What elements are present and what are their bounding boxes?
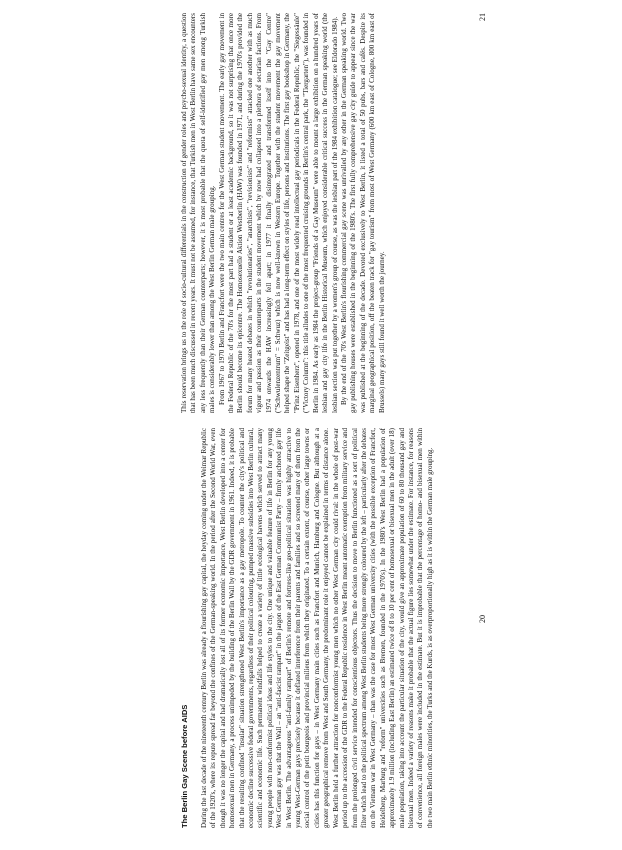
page-number: 20 [478, 615, 487, 623]
paragraph: By the end of the 70's West Berlin's flourishing commercial gay scene was unrivalled by any other in the German speaking world. Two gay publishing houses were established in the beginning of the 1980's. The first fully comprehensive gay city guide to appear since the war was published at the beginning of the decade. Devoted exclusively to West Berlin, it listed a total of 50 pubs, bars and cafés. Despite its marginal geographical position, off the beaten track for "gay tourism" from most of West Germany (600 km east of Cologne, 800 km east of Brussels) many gays still found it well worth the journey. [339, 13, 386, 413]
chapter-title: The Berlin Gay Scene before AIDS [180, 704, 189, 828]
page-20-text [200, 428, 435, 828]
paragraph: From 1967 to 1970 Berlin and Francfort were the two main centres for the West German student movement. The early gay movement in the Federal Republic of the 70's for the most part had a student or at least academic background, so it was not surprising that once more Berlin should become its epicentre. The Homosexuelle Aktion Westberlin (HAW) was founded in 1971, and during the 1970's provided the forum for many heated debates in which "revolutionaries", "anarchists", "revisionists" and "reformists" attacked one another with as much vigour and passion as their counterparts in the student movement which by now had collapsed into a plethora of sectarian factions. From 1974 onwards the HAW increasingly fell apart; in 1977 it finally disintegrated and transformed itself into the "Gay Centre" ("Schwulenzentrum" = Schwuz) which is now well-known in Western Europe. Together with the student movement the gay movement helped shape the "Zeitgeist" and has had a long-term effect on styles of life, persons and institutions. The first gay bookshop in Germany, the "Prinz Eisenherz", opened in 1978, and one of the most widely read intellectual gay periodicals in the Federal Republic, the "Siegessäule" ("Victory Column": this title alludes to one of the most frequented cruising grounds in Berlin's central park, the "Tiergarten"), was founded in Berlin in 1984. As early as 1984 the project-group "Friends of a Gay Museum" were able to mount a large exhibition on a hundred years of lesbian and gay city life in the Berlin Historical Museum, which enjoyed considerable critical success in the German speaking world (the lesbian section was put together by a women's group of course, as was the lesbian part of the 1984 exhibition catalogue; see Eldorado 1984). [217, 13, 339, 413]
paragraph: During the last decade of the nineteenth century Berlin was already a flourishing gay capital, the heyday coming under the Weimar Republic of the 1920's, where its repute spread far beyond the confines of the German-speaking world. In the period after the Second World War, even though it was no longer the capital and had dramatically lost all of its former economic importance, West Berlin developed into a center for homosexual men in Germany, a process unimpeded by the building of the Berlin Wall by the GDR government in 1961. Indeed, it is probable that the resulting confined "insular" situation strengthened West Berlin's importance as a gay metropole. To counter the city's political and economic decline successive federal governments, regardless of their political colouring, pumped massive subsidies into West Berlin cultural, scientific and economic life. Such permanent windfalls helped to create a variety of little ecological havens which served to attract many young people with non-conformist political ideas and life styles to the city. One unique and valuable feature of life in Berlin for any young West German gay was that the Wall – an "anti-fascist rampart" in the jargon of the East German Communist Party – firmly anchored gay life in West Berlin. The advantageous "anti-family rampart" of Berlin's remote and fortress-like geo-political situation was highly attractive to young West-German gays precisely because it deflated interference from their parents and families and so screened many of them from the social control of the petit bourgeois and provincial milieus from which they originated. To a certain extent, of course, other large towns or cities has this function for gays – in West Germany main cities such as Francfort and Munich, Hamburg and Cologne. But although at a greater geographical remove from West and South Germany, the predominant role it enjoyed cannot be explained in terms of distance alone. West Berlin held a further attraction for nonconformist young men which no other West German city could rival: in the whole of post-war period up to the accession of the GDR to the Federal Republic residence in West Berlin meant automatic exemption from military service and from the prolonged civil service intended for conscientious objectors. Thus the decision to move to Berlin functioned as a sort of political filter which lead to the political spectrum among West Berlin students being more strongly coloured by the left – particularly after the debates on the Vietnam war in West Germany – than was the case for most West German university cities (with the possible exception of Francfort, Heidelberg, Marburg and "reform" universities such as Bremen, founded in the 1970's). In the 1980's West Berlin had a population of approximately 1.9 million (including East Berlin) an estimated twice of 8 to 10 per cent of homosexual or bisexual men in the adult (over 18) male population, taking into account the particular situation of the city, would give an approximate population of 60 to 80 thousand gay and bisexual men. Indeed a variety of reasons make it probable that the actual figure lies somewhat under the estimate. For instance, for reasons of convenience, all foreign males were included in the estimate. But it is improbable that the percentage of homo- and bisexual men within the two main Berlin ethnic minorities, the Turks and the Kurds, is as overproportionally high as it is within the German male grouping. [200, 428, 434, 828]
page-21-text [180, 13, 387, 413]
page-21 [180, 13, 487, 413]
paragraph: This reservation brings us to the role of socio-cultural differentials in the construction of gender roles and psycho-sexual identity, a question that has been much discussed in recent years. It must not be assumed, for instance, that Turkish men in West Berlin have same sex encounters any less frequently than their German counterparts; however, it is most probable that the quota of self-identified gay men among Turkish males is considerably lower than among the West Berlin German male grouping. [180, 13, 217, 413]
page-20 [180, 428, 487, 828]
page-number: 21 [478, 13, 487, 21]
